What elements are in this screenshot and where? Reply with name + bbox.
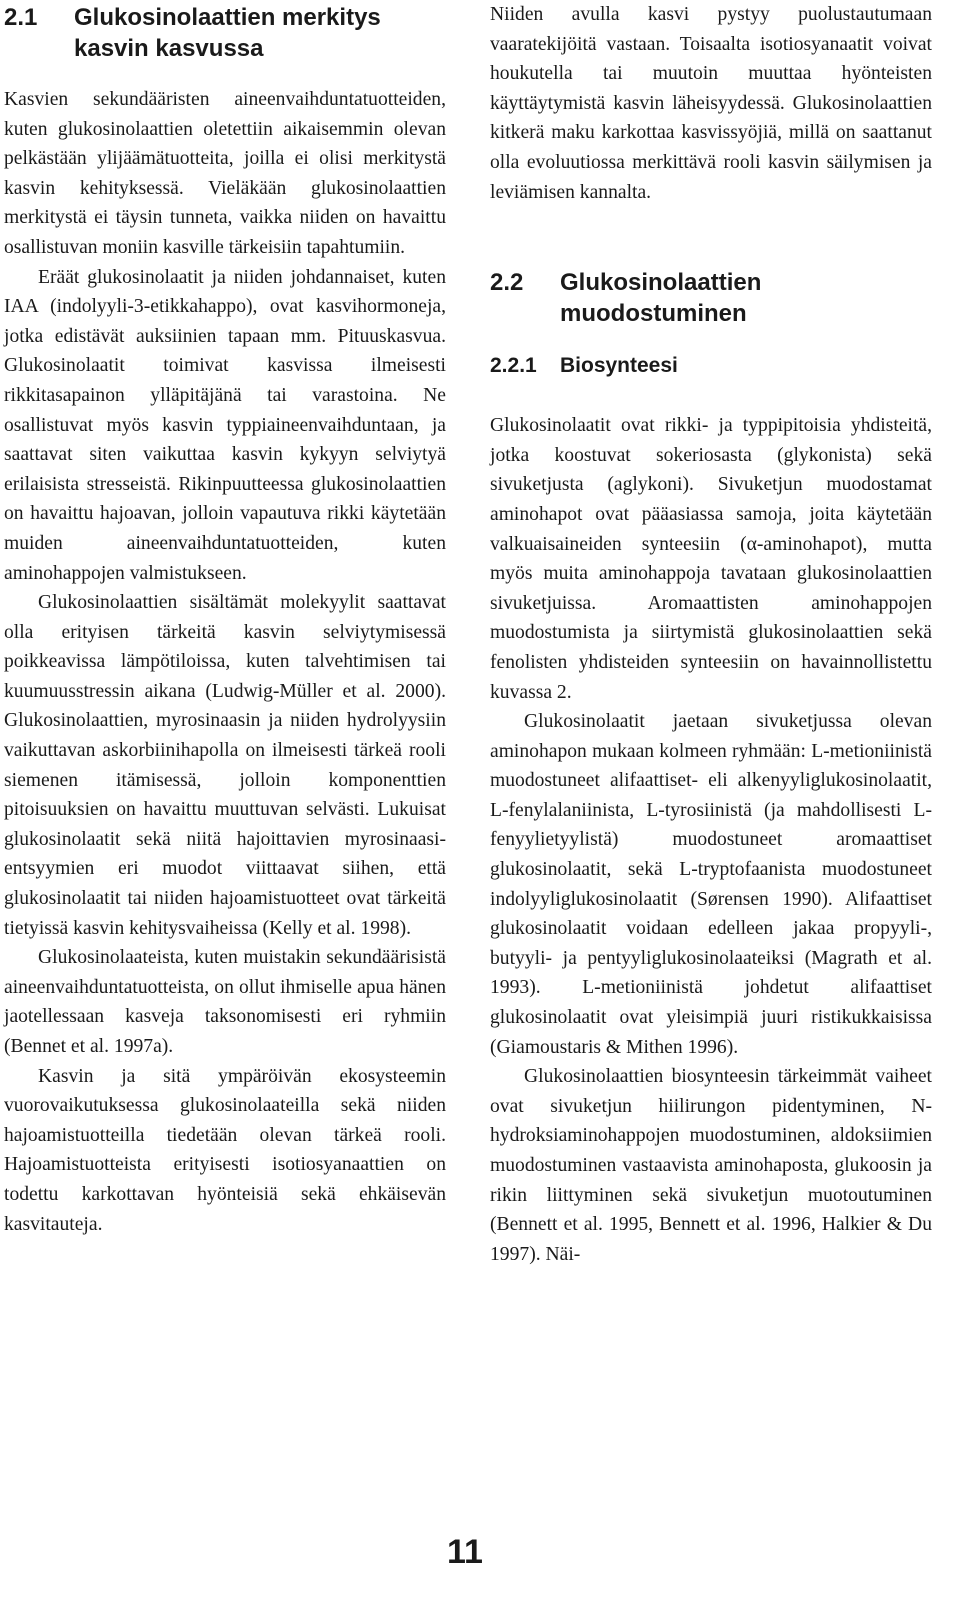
paragraph: Glukosinolaattien sisältämät molekyylit saattavat olla erityisen tärkeitä kasvin selviytymisessä poikkeavissa lämpötiloissa, kuten talvehtimisen tai kuumuusstressin aikana (Ludwig-Müller et al. 2000). Glukosinolaattien, myrosinaasin ja niiden hydrolyysiin vaikuttavan askorbiinihapolla on ilmeisesti tärkeä rooli siemenen itämisessä, jolloin komponenttien pitoisuuksien on havaittu muuttuvan selvästi. Lukuisat glukosinolaatit sekä niitä hajoittavien myrosinaasi-entsyymien eri muodot viittaavat siihen, että glukosinolaatit tai niiden hajoamistuotteet ovat tärkeitä tietyissä kasvin kehitysvaiheissa (Kelly et al. 1998). (4, 592, 446, 939)
paragraph: Niiden avulla kasvi pystyy puolustautumaan vaaratekijöitä vastaan. Toisaalta isotiosyanaatit voivat houkutella tai muutoin muuttaa hyönteisten käyttäytymistä kasvin läheisyydessä. Glukosinolaattien kitkerä maku karkottaa kasvissyöjiä, millä on saattanut olla evoluutiossa merkittävä rooli kasvin säilymisen ja leviämisen kannalta. (490, 4, 932, 203)
subsection-heading-2-2-1 (490, 351, 932, 381)
section-title: Glukosinolaattien merkitys kasvin kasvussa (74, 4, 381, 62)
paragraph: Glukosinolaateista, kuten muistakin sekundäärisistä aineenvaihduntatuotteista, on ollut ihmiselle apua hänen jaotellessaan kasveja taksonomisesti eri ryhmiin (Bennet et al. 1997a). (4, 947, 446, 1057)
right-column (490, 0, 932, 1269)
subsection-title: Biosynteesi (560, 354, 678, 378)
paragraph: Kasvien sekundääristen aineenvaihduntatuotteiden, kuten glukosinolaattien oletettiin aikaisemmin olevan pelkästään ylijäämätuotteita, joilla ei olisi merkitystä kasvin kehityksessä. Vieläkään glukosinolaattien merkitystä ei täysin tunneta, vaikka niiden on havaittu osallistuvan moniin kasville tärkeisiin tapahtumiin. (4, 89, 446, 258)
paragraph: Eräät glukosinolaatit ja niiden johdannaiset, kuten IAA (indolyyli-3-etikkahappo), ovat kasvihormoneja, jotka edistävät auksiinien tapaan mm. Pituuskasvua. Glukosinolaatit toimivat kasvissa ilmeisesti rikkitasapainon ylläpitäjänä tai varastoina. Ne osallistuvat myös kasvin typpiaineenvaihduntaan, ja saattavat siten vaikuttaa kasvin kykyyn selviytyä erilaisista stresseistä. Rikinpuutteessa glukosinolaattien on havaittu hajoavan, jolloin vapautuva rikki käytetään muiden aineenvaihduntatuotteiden, kuten aminohappojen valmistukseen. (4, 266, 446, 584)
paragraph: Glukosinolaatit jaetaan sivuketjussa olevan aminohapon mukaan kolmeen ryhmään: L-metioniinistä muodostuneet alifaattiset- eli alkenyyliglukosinolaatit, L-fenylalaniinista, L-tyrosiinistä (ja mahdollisesti L-fenyylietyylistä) muodostuneet aromaattiset glukosinolaatit, sekä L-tryptofaanista muodostuneet indolyyliglukosinolaatit (Sørensen 1990). Alifaattiset glukosinolaatit voidaan edelleen jakaa propyyli-, butyyli- ja pentyyliglukosinolaateiksi (Magrath et al. 1993). L-metioniinistä johdetut alifaattiset glukosinolaatit ovat yleisimpiä juuri ristikukkaisissa (Giamoustaris & Mithen 1996). (490, 711, 932, 1058)
section-heading-2-1 (4, 2, 446, 64)
subsection-number: 2.2.1 (490, 354, 537, 378)
paragraph: Kasvin ja sitä ympäröivän ekosysteemin vuorovaikutuksessa glukosinolaateilla sekä niiden hajoamistuotteilla tiedetään olevan tärkeä rooli. Hajoamistuotteista erityisesti isotiosyanaattien on todettu karkottavan hyönteisiä sekä ehkäisevän kasvitauteja. (4, 1065, 446, 1235)
section-heading-2-2 (490, 267, 932, 329)
left-column (4, 0, 446, 1239)
page-number: 11 (447, 1533, 483, 1571)
section-title: Glukosinolaattien muodostuminen (560, 269, 762, 328)
paragraph: Glukosinolaattien biosynteesin tärkeimmät vaiheet ovat sivuketjun hiilirungon pidentyminen, N-hydroksiaminohappojen muodostuminen, aldoksiimien muodostuminen vastaavista aminohaposta, glukoosin ja rikin liittyminen sekä sivuketjun muotoutuminen (Bennett et al. 1995, Bennett et al. 1996, Halkier & Du 1997). Näi- (490, 1066, 932, 1265)
section-number: 2.1 (4, 4, 38, 31)
paragraph: Glukosinolaatit ovat rikki- ja typpipitoisia yhdisteitä, jotka koostuvat sokeriosasta (glykonista) sekä sivuketjusta (aglykoni). Sivuketjun muodostamat aminohapot ovat pääasiassa samoja, joita käytetään valkuaisaineiden synteesiin (α-aminohapot), mutta myös muita aminohappoja tavataan glukosinolaattien sivuketjuissa. Aromaattisten aminohappojen muodostumista ja siirtymistä glukosinolaattien sekä fenolisten yhdisteiden synteesiin on havainnollistettu kuvassa 2. (490, 415, 932, 703)
section-number: 2.2 (490, 269, 524, 297)
